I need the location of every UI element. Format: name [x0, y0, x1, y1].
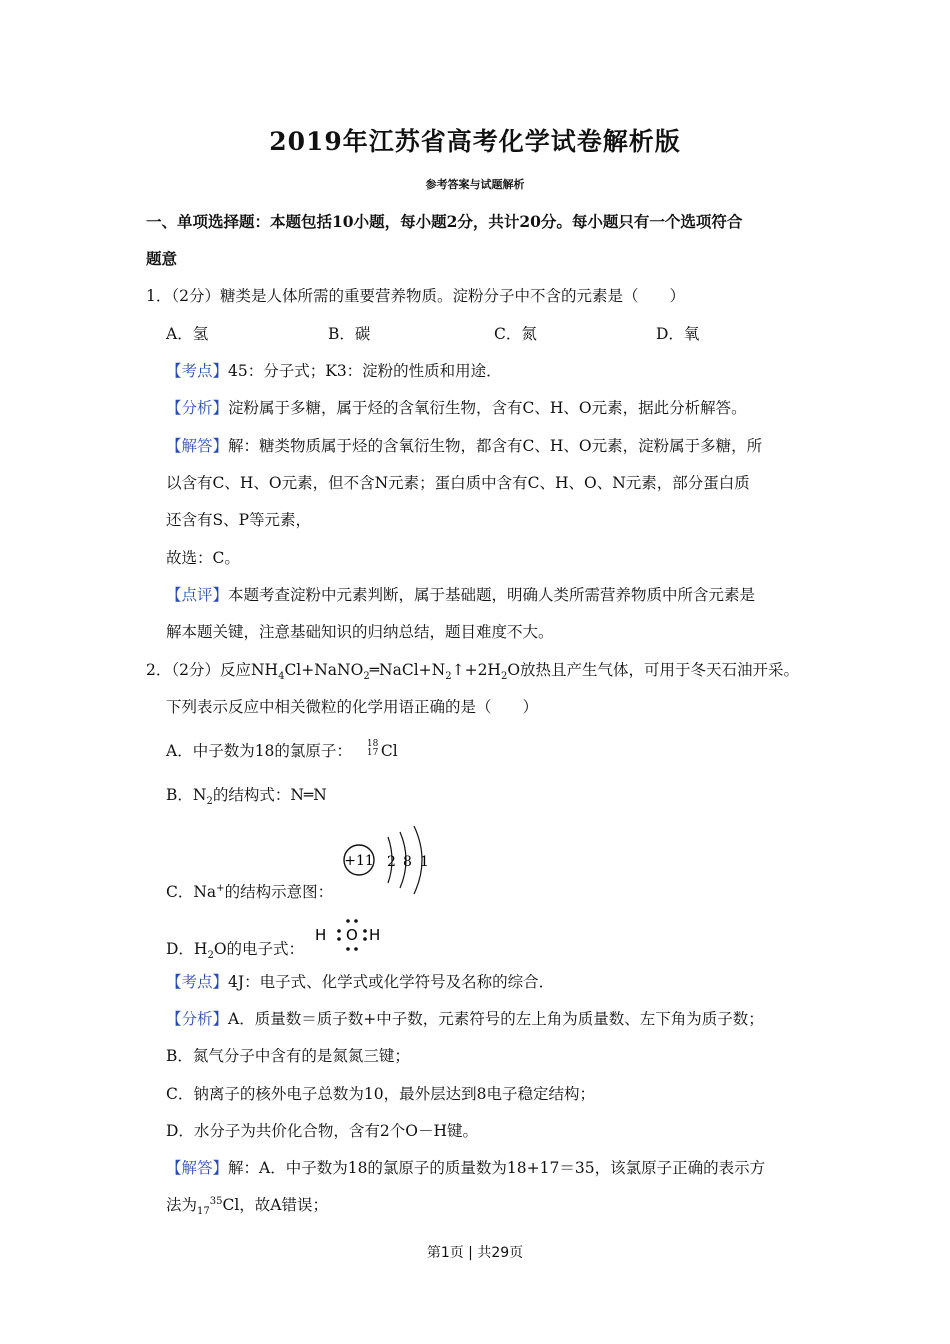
q2-fenxi-line4: D．水分子为共价化合物，含有2个O－H键。	[166, 1122, 479, 1140]
sodium-structure-diagram	[338, 822, 448, 894]
h-atom-right: H	[369, 926, 381, 944]
q1-jieda-line3: 还含有S、P等元素，	[166, 511, 312, 529]
jieda-tag: 【解答】	[166, 437, 229, 455]
isotope-notation: 18 17	[366, 739, 379, 758]
q1-dianping-line2: 解本题关键，注意基础知识的归纳总结，题目难度不大。	[166, 623, 554, 641]
q1-answer: 故选：C。	[166, 549, 240, 567]
section-heading-cont: 题意	[146, 249, 178, 268]
shell-2-count: 8	[403, 854, 412, 870]
fenxi-tag: 【分析】	[166, 399, 229, 417]
q1-fenxi: 【分析】淀粉属于多糖，属于烃的含氧衍生物，含有C、H、O元素，据此分析解答。	[166, 399, 747, 417]
q1-option-c: C．氮	[494, 325, 537, 343]
q1-option-a: A．氢	[166, 325, 209, 343]
water-electron-formula	[313, 916, 385, 952]
shell-3-count: 1	[420, 854, 429, 870]
q1-dianping: 【点评】本题考查淀粉中元素判断，属于基础题，明确人类所需营养物质中所含元素是	[166, 586, 756, 604]
q1-jieda: 【解答】解：糖类物质属于烃的含氧衍生物，都含有C、H、O元素，淀粉属于多糖，所	[166, 437, 763, 455]
q2-option-a: A．中子数为18的氯原子： 18 17 Cl	[166, 739, 398, 760]
q2-jieda: 【解答】解：A．中子数为18的氯原子的质量数为18+17＝35，该氯原子正确的表示方	[166, 1159, 766, 1177]
q2-stem: 2．（2分）反应$NH_4Cl+NaNO_2═NaCl+N_2↑+2H_2O$放热且产生气体，可用于冬天石油开采。	[146, 661, 800, 683]
q2-kaodian: 【考点】4J：电子式、化学式或化学符号及名称的综合．	[166, 973, 555, 991]
q1-option-d: D．氧	[656, 325, 700, 343]
page-footer: 第1页 | 共29页	[426, 1245, 524, 1261]
q2-stem-line2: 下列表示反应中相关微粒的化学用语正确的是（ ）	[166, 698, 539, 716]
shell-1-count: 2	[387, 854, 396, 870]
q2-option-c: C．Na+的结构示意图：	[166, 882, 334, 901]
q2-fenxi-line3: C．钠离子的核外电子总数为10，最外层达到8电子稳定结构；	[166, 1085, 595, 1103]
o-atom: O	[346, 926, 358, 944]
q2-fenxi-line2: B．氮气分子中含有的是氮氮三键；	[166, 1047, 410, 1065]
page-title: 2019年江苏省高考化学试卷解析版	[269, 127, 681, 156]
q2-option-d: D．$H_2O$的电子式：	[166, 940, 305, 962]
q2-jieda-line2: 法为$_{17}^{35}$Cl，故A错误；	[166, 1195, 328, 1218]
q2-option-b: B．$N_2$的结构式：N═N	[166, 786, 327, 808]
q1-kaodian: 【考点】45：分子式；K3：淀粉的性质和用途．	[166, 362, 502, 380]
q1-jieda-line2: 以含有C、H、O元素，但不含N元素；蛋白质中含有C、H、O、N元素，部分蛋白质	[166, 474, 750, 492]
kaodian-tag: 【考点】	[166, 362, 229, 380]
nucleus-label: +11	[344, 853, 374, 869]
q1-option-b: B．碳	[328, 325, 371, 343]
section-heading: 一、单项选择题：本题包括10小题，每小题2分，共计20分。每小题只有一个选项符合	[146, 212, 743, 231]
h-atom-left: H	[315, 926, 327, 944]
dianping-tag: 【点评】	[166, 586, 229, 604]
q1-stem: 1．（2分）糖类是人体所需的重要营养物质。淀粉分子中不含的元素是（ ）	[146, 287, 685, 305]
q2-fenxi: 【分析】A．质量数＝质子数+中子数，元素符号的左上角为质量数、左下角为质子数；	[166, 1010, 764, 1028]
page-subtitle: 参考答案与试题解析	[425, 178, 525, 191]
